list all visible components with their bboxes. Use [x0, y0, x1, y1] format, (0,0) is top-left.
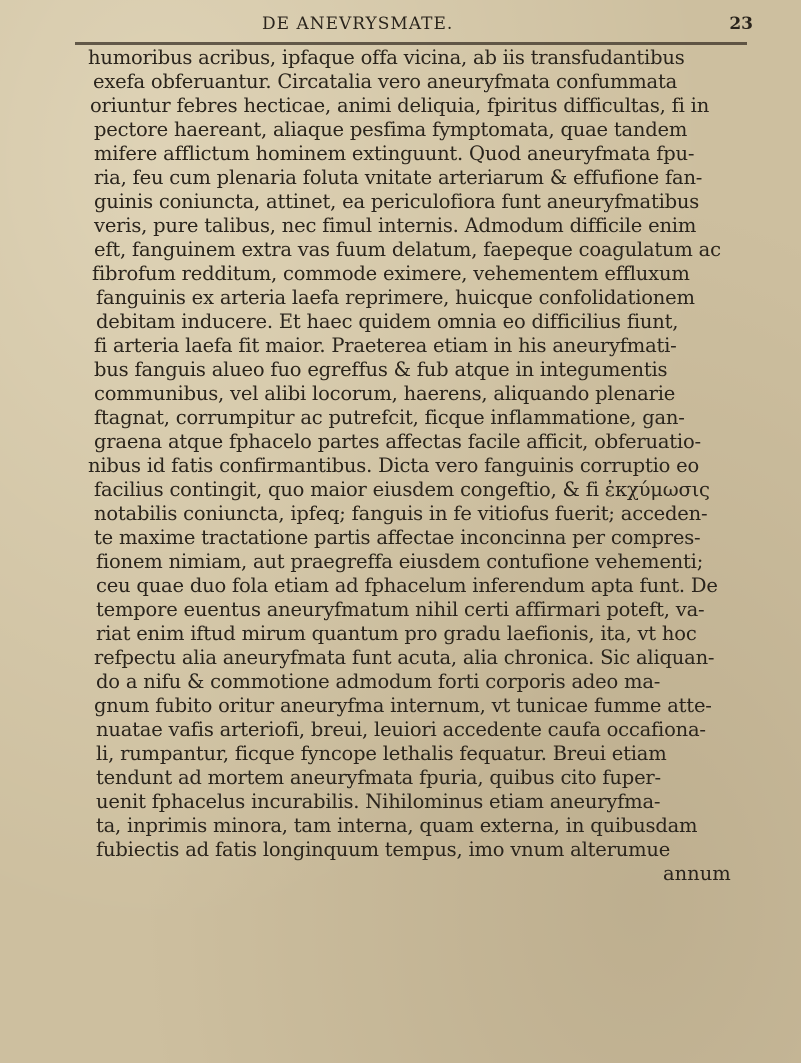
catchword: annum: [663, 862, 731, 885]
text-line: ria, feu cum plenaria foluta vnitate arteriarum & effufione fan-: [94, 166, 703, 189]
text-line: pectore haereant, aliaque pesfima fymptomata, quae tandem: [94, 118, 688, 141]
text-line: refpectu alia aneuryfmata funt acuta, alia chronica. Sic aliquan-: [94, 646, 715, 669]
text-line: fi arteria laefa fit maior. Praeterea etiam in his aneuryfmati-: [94, 334, 677, 357]
text-line: fionem nimiam, aut praegreffa eiusdem contufione vehementi;: [96, 550, 704, 573]
text-line: ftagnat, corrumpitur ac putrefcit, ficque inflammatione, gan-: [94, 406, 685, 429]
text-line: tendunt ad mortem aneuryfmata fpuria, quibus cito fuper-: [96, 766, 661, 789]
running-title: DE ANEVRYSMATE.: [262, 14, 454, 34]
text-line: gnum fubito oritur aneuryfma internum, vt tunicae fumme atte-: [94, 694, 712, 717]
text-line: exefa obferuantur. Circatalia vero aneuryfmata confummata: [93, 70, 678, 93]
text-line: graena atque fphacelo partes affectas facile afficit, obferuatio-: [94, 430, 701, 453]
text-line: oriuntur febres hecticae, animi deliquia, fpiritus difficultas, fi in: [90, 94, 710, 117]
text-line: fanguinis ex arteria laefa reprimere, huicque confolidationem: [96, 286, 695, 309]
text-line: humoribus acribus, ipfaque offa vicina, ab iis transfudantibus: [88, 46, 685, 69]
text-line: notabilis coniuncta, ipfeq; fanguis in fe vitiofus fuerit; acceden-: [94, 502, 708, 525]
text-line: veris, pure talibus, nec fimul internis. Admodum difficile enim: [94, 214, 697, 237]
text-line: fubiectis ad fatis longinquum tempus, imo vnum alterumue: [96, 838, 671, 861]
text-line: te maxime tractatione partis affectae inconcinna per compres-: [94, 526, 701, 549]
text-line: guinis coniuncta, attinet, ea periculofiora funt aneuryfmatibus: [94, 190, 700, 213]
text-line: fibrofum redditum, commode eximere, vehementem effluxum: [92, 262, 690, 285]
text-line: uenit fphacelus incurabilis. Nihilominus etiam aneuryfma-: [96, 790, 661, 813]
running-head: [0, 8, 801, 36]
text-line: bus fanguis alueo fuo egreffus & fub atque in integumentis: [94, 358, 668, 381]
text-line: tempore euentus aneuryfmatum nihil certi affirmari poteft, va-: [96, 598, 705, 621]
text-line: do a nifu & commotione admodum forti corporis adeo ma-: [96, 670, 661, 693]
page-number: 23: [729, 14, 753, 34]
text-line: debitam inducere. Et haec quidem omnia eo difficilius fiunt,: [96, 310, 679, 333]
text-line: facilius contingit, quo maior eiusdem congeftio, & fi ἐκχύμωσις: [94, 478, 710, 501]
text-line: li, rumpantur, ficque fyncope lethalis fequatur. Breui etiam: [96, 742, 667, 765]
text-line: ta, inprimis minora, tam interna, quam externa, in quibusdam: [96, 814, 698, 837]
text-line: riat enim iftud mirum quantum pro gradu laefionis, ita, vt hoc: [96, 622, 697, 645]
header-rule: [75, 42, 747, 45]
text-line: nuatae vafis arteriofi, breui, leuiori accedente caufa occafiona-: [96, 718, 706, 741]
text-line: mifere afflictum hominem extinguunt. Quod aneuryfmata fpu-: [94, 142, 695, 165]
text-line: communibus, vel alibi locorum, haerens, aliquando plenarie: [94, 382, 676, 405]
text-line: ceu quae duo fola etiam ad fphacelum inferendum apta funt. De: [96, 574, 718, 597]
text-line: nibus id fatis confirmantibus. Dicta vero fanguinis corruptio eo: [88, 454, 700, 477]
text-line: eft, fanguinem extra vas fuum delatum, faepeque coagulatum ac: [94, 238, 721, 261]
